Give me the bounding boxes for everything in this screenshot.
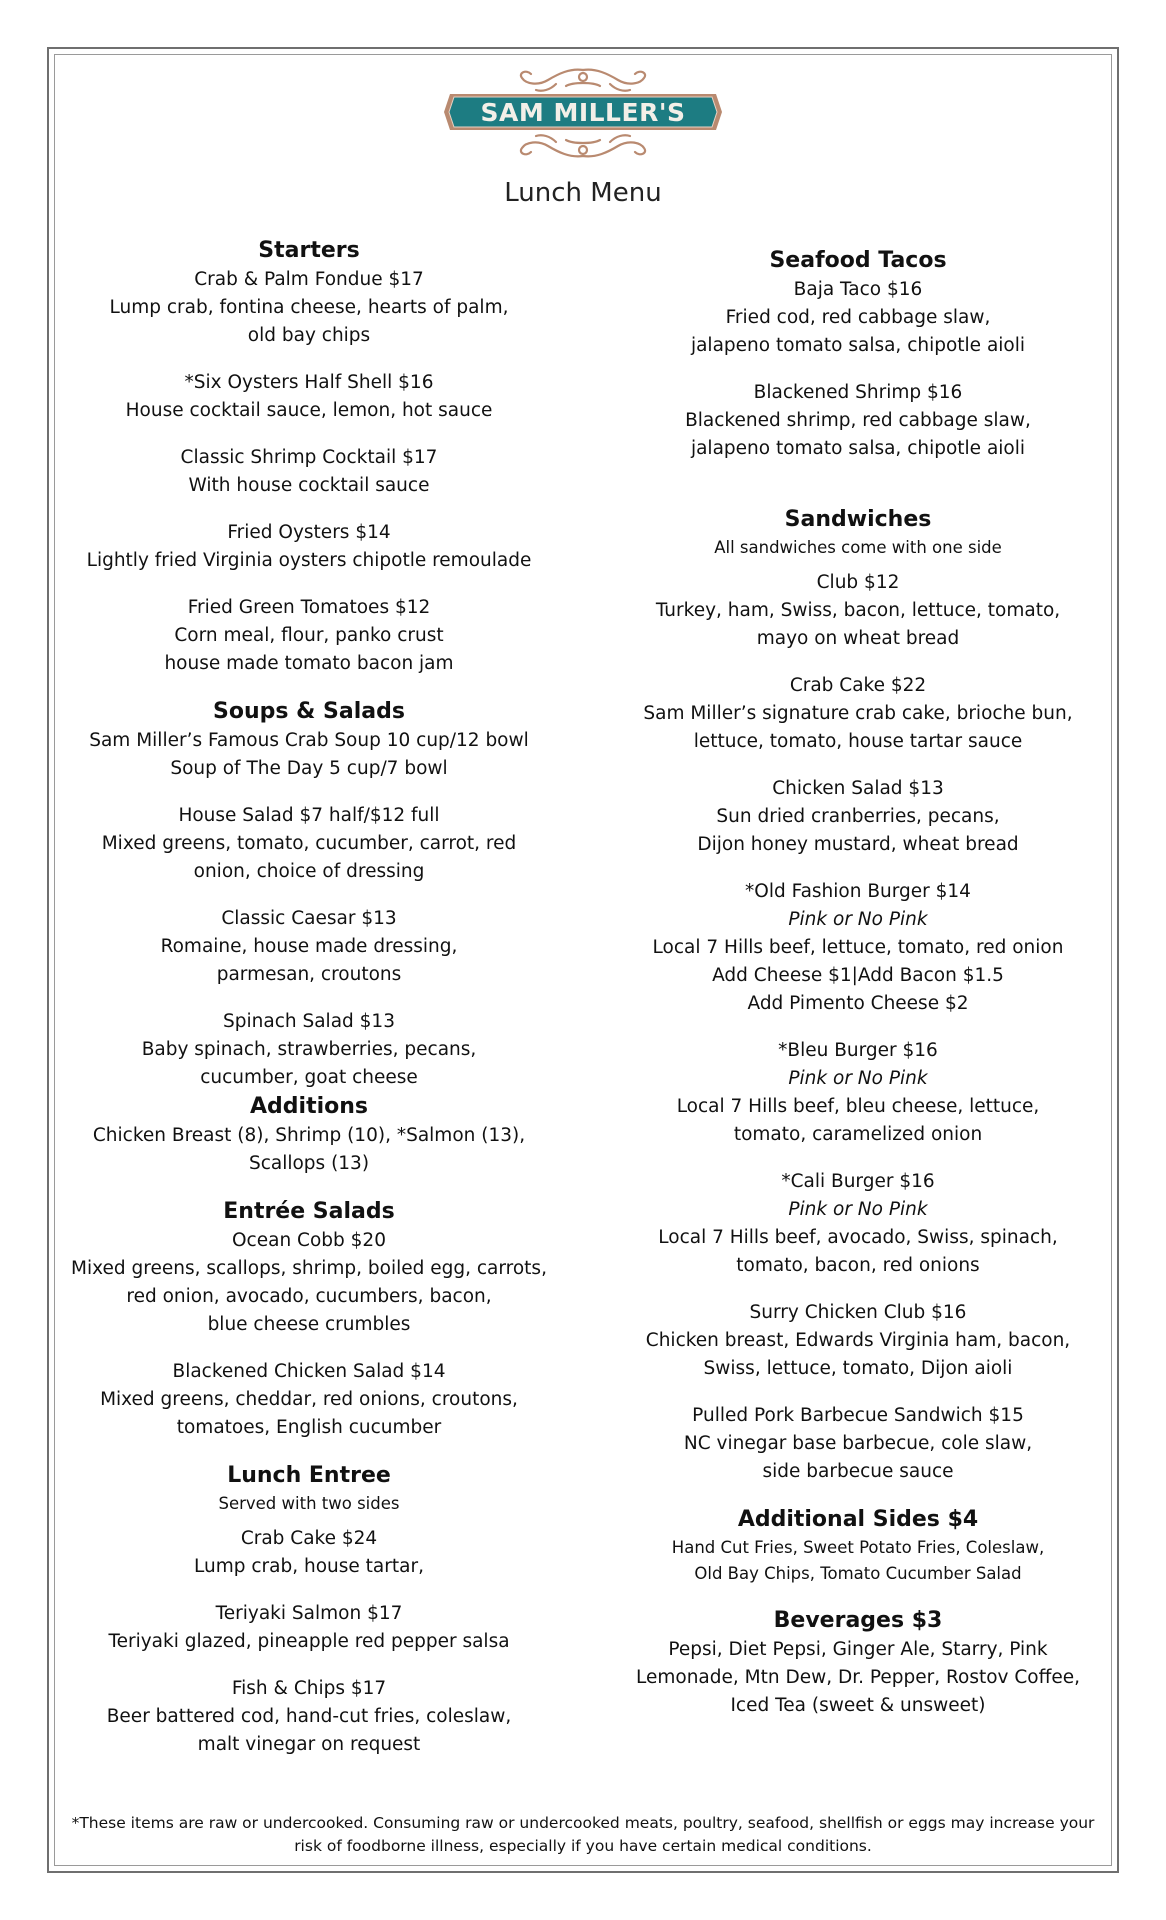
item-desc: Lightly fried Virginia oysters chipotle remoulade bbox=[86, 550, 532, 571]
item-desc: cucumber, goat cheese bbox=[200, 1067, 418, 1088]
item-desc: Romaine, house made dressing, bbox=[160, 936, 458, 957]
menu-item bbox=[62, 266, 556, 350]
item-subtitle: Pink or No Pink bbox=[788, 909, 928, 930]
section-title-starters: Starters bbox=[258, 238, 360, 263]
item-desc: parmesan, croutons bbox=[216, 964, 402, 985]
item-desc: tomatoes, English cucumber bbox=[176, 1417, 442, 1438]
section-title-additional-sides: Additional Sides $4 bbox=[737, 1507, 979, 1532]
item-name: House Salad $7 half/$12 full bbox=[178, 805, 440, 826]
item-desc: Corn meal, flour, panko crust bbox=[174, 625, 444, 646]
item-desc: With house cocktail sauce bbox=[188, 475, 430, 496]
item-desc: Fried cod, red cabbage slaw, bbox=[725, 307, 991, 328]
item-name: Surry Chicken Club $16 bbox=[749, 1302, 967, 1323]
item-name: *Old Fashion Burger $14 bbox=[745, 881, 971, 902]
item-desc: Teriyaki glazed, pineapple red pepper salsa bbox=[108, 1631, 510, 1652]
item-desc: Pepsi, Diet Pepsi, Ginger Ale, Starry, Pink bbox=[668, 1639, 1048, 1660]
menu-item bbox=[608, 878, 1108, 1018]
item-name: Chicken Salad $13 bbox=[772, 778, 944, 799]
item-name: Ocean Cobb $20 bbox=[232, 1230, 386, 1251]
item-name: Blackened Chicken Salad $14 bbox=[172, 1361, 446, 1382]
menu-item bbox=[608, 775, 1108, 859]
menu-item bbox=[608, 672, 1108, 756]
item-name: Baja Taco $16 bbox=[793, 279, 923, 300]
left-column bbox=[62, 236, 556, 1759]
raw-food-disclaimer bbox=[66, 1812, 1100, 1858]
item-desc: jalapeno tomato salsa, chipotle aioli bbox=[690, 438, 1026, 459]
item-subtitle: Pink or No Pink bbox=[788, 1068, 928, 1089]
item-subtitle: Pink or No Pink bbox=[788, 1199, 928, 1220]
menu-item bbox=[62, 727, 556, 783]
item-desc: side barbecue sauce bbox=[762, 1461, 954, 1482]
item-name: Club $12 bbox=[816, 572, 900, 593]
item-desc: Beer battered cod, hand-cut fries, coleslaw, bbox=[106, 1706, 512, 1727]
item-desc: Lemonade, Mtn Dew, Dr. Pepper, Rostov Coffee, bbox=[635, 1667, 1081, 1688]
item-desc: lettuce, tomato, house tartar sauce bbox=[693, 731, 1023, 752]
menu-item bbox=[62, 369, 556, 425]
item-desc: Sam Miller’s signature crab cake, brioche bun, bbox=[643, 703, 1073, 724]
item-desc: Turkey, ham, Swiss, bacon, lettuce, tomato, bbox=[655, 600, 1061, 621]
section-note: Old Bay Chips, Tomato Cucumber Salad bbox=[694, 1564, 1022, 1583]
section-title-sandwiches: Sandwiches bbox=[784, 507, 932, 532]
item-desc: Lump crab, fontina cheese, hearts of palm, bbox=[109, 297, 509, 318]
brand-name: SAM MILLER'S bbox=[480, 98, 686, 127]
menu-item bbox=[62, 1122, 556, 1178]
item-desc: jalapeno tomato salsa, chipotle aioli bbox=[690, 335, 1026, 356]
menu-item bbox=[608, 276, 1108, 360]
item-desc: Add Cheese $1|Add Bacon $1.5 bbox=[712, 965, 1004, 986]
menu-item bbox=[608, 1037, 1108, 1149]
item-desc: Add Pimento Cheese $2 bbox=[747, 993, 969, 1014]
section-title-beverages: Beverages $3 bbox=[773, 1608, 943, 1633]
disclaimer-line: *These items are raw or undercooked. Consuming raw or undercooked meats, poultry, seafood, shellfish or eggs may increase your bbox=[71, 1814, 1095, 1832]
item-name: Crab Cake $22 bbox=[789, 675, 927, 696]
item-desc: Local 7 Hills beef, bleu cheese, lettuce, bbox=[676, 1096, 1040, 1117]
item-desc: Swiss, lettuce, tomato, Dijon aioli bbox=[703, 1358, 1013, 1379]
menu-title: Lunch Menu bbox=[504, 178, 662, 208]
item-desc: onion, choice of dressing bbox=[193, 861, 425, 882]
item-name: Fried Green Tomatoes $12 bbox=[187, 597, 431, 618]
item-name: Sam Miller’s Famous Crab Soup 10 cup/12 bowl bbox=[89, 730, 529, 751]
item-desc: tomato, caramelized onion bbox=[733, 1124, 983, 1145]
section-note: All sandwiches come with one side bbox=[714, 538, 1002, 557]
menu-item bbox=[62, 802, 556, 886]
item-desc: Scallops (13) bbox=[248, 1153, 370, 1174]
item-desc: Blackened shrimp, red cabbage slaw, bbox=[685, 410, 1031, 431]
menu-item bbox=[62, 444, 556, 500]
menu-item bbox=[62, 1008, 556, 1092]
item-name: *Cali Burger $16 bbox=[781, 1171, 935, 1192]
item-name: Spinach Salad $13 bbox=[223, 1011, 395, 1032]
menu-item bbox=[62, 1358, 556, 1442]
menu-item bbox=[608, 1636, 1108, 1720]
brand-logo bbox=[438, 64, 728, 174]
section-title-entree-salads: Entrée Salads bbox=[223, 1199, 395, 1224]
item-desc: Dijon honey mustard, wheat bread bbox=[697, 834, 1019, 855]
item-desc: Soup of The Day 5 cup/7 bowl bbox=[170, 758, 448, 779]
menu-item bbox=[608, 1168, 1108, 1280]
disclaimer-line: risk of foodborne illness, especially if you have certain medical conditions. bbox=[294, 1837, 872, 1855]
item-name: Pulled Pork Barbecue Sandwich $15 bbox=[692, 1405, 1024, 1426]
menu-item bbox=[608, 1299, 1108, 1383]
item-desc: Chicken breast, Edwards Virginia ham, bacon, bbox=[645, 1330, 1071, 1351]
menu-item bbox=[62, 1525, 556, 1581]
menu-item bbox=[62, 1675, 556, 1759]
item-desc: old bay chips bbox=[247, 325, 371, 346]
item-desc: malt vinegar on request bbox=[197, 1734, 421, 1755]
menu-item bbox=[62, 1600, 556, 1656]
item-desc: Local 7 Hills beef, lettuce, tomato, red onion bbox=[652, 937, 1064, 958]
menu-item bbox=[608, 569, 1108, 653]
item-desc: Lump crab, house tartar, bbox=[194, 1556, 424, 1577]
item-name: *Six Oysters Half Shell $16 bbox=[184, 372, 434, 393]
item-name: Fried Oysters $14 bbox=[227, 522, 391, 543]
item-name: Crab Cake $24 bbox=[240, 1528, 378, 1549]
item-desc: blue cheese crumbles bbox=[207, 1314, 411, 1335]
item-desc: Sun dried cranberries, pecans, bbox=[716, 806, 1000, 827]
item-name: Fish & Chips $17 bbox=[231, 1678, 387, 1699]
menu-item bbox=[62, 519, 556, 575]
item-name: *Bleu Burger $16 bbox=[778, 1040, 938, 1061]
item-desc: Local 7 Hills beef, avocado, Swiss, spinach, bbox=[658, 1227, 1058, 1248]
item-desc: Mixed greens, tomato, cucumber, carrot, red bbox=[101, 833, 517, 854]
item-name: Crab & Palm Fondue $17 bbox=[194, 269, 424, 290]
menu-item bbox=[62, 594, 556, 678]
menu-item bbox=[62, 905, 556, 989]
item-desc: Iced Tea (sweet & unsweet) bbox=[730, 1695, 986, 1716]
menu-item bbox=[608, 379, 1108, 463]
item-desc: Mixed greens, cheddar, red onions, croutons, bbox=[100, 1389, 518, 1410]
section-title-additions: Additions bbox=[250, 1094, 368, 1119]
item-desc: Mixed greens, scallops, shrimp, boiled egg, carrots, bbox=[71, 1258, 547, 1279]
item-desc: mayo on wheat bread bbox=[756, 628, 960, 649]
menu-item bbox=[62, 1227, 556, 1339]
item-desc: Chicken Breast (8), Shrimp (10), *Salmon (13), bbox=[92, 1125, 526, 1146]
item-desc: house made tomato bacon jam bbox=[164, 653, 454, 674]
item-desc: House cocktail sauce, lemon, hot sauce bbox=[125, 400, 493, 421]
section-title-seafood-tacos: Seafood Tacos bbox=[769, 248, 947, 273]
item-name: Classic Caesar $13 bbox=[221, 908, 397, 929]
section-note: Served with two sides bbox=[218, 1494, 400, 1513]
item-name: Blackened Shrimp $16 bbox=[753, 382, 963, 403]
item-desc: Baby spinach, strawberries, pecans, bbox=[141, 1039, 477, 1060]
item-name: Classic Shrimp Cocktail $17 bbox=[180, 447, 438, 468]
item-desc: red onion, avocado, cucumbers, bacon, bbox=[126, 1286, 492, 1307]
item-desc: NC vinegar base barbecue, cole slaw, bbox=[683, 1433, 1033, 1454]
right-column bbox=[608, 246, 1108, 1720]
section-title-soups-salads: Soups & Salads bbox=[213, 699, 405, 724]
section-title-lunch-entree: Lunch Entree bbox=[227, 1463, 391, 1488]
section-note: Hand Cut Fries, Sweet Potato Fries, Coleslaw, bbox=[671, 1538, 1045, 1557]
menu-item bbox=[608, 1402, 1108, 1486]
item-name: Teriyaki Salmon $17 bbox=[215, 1603, 403, 1624]
item-desc: tomato, bacon, red onions bbox=[736, 1255, 980, 1276]
